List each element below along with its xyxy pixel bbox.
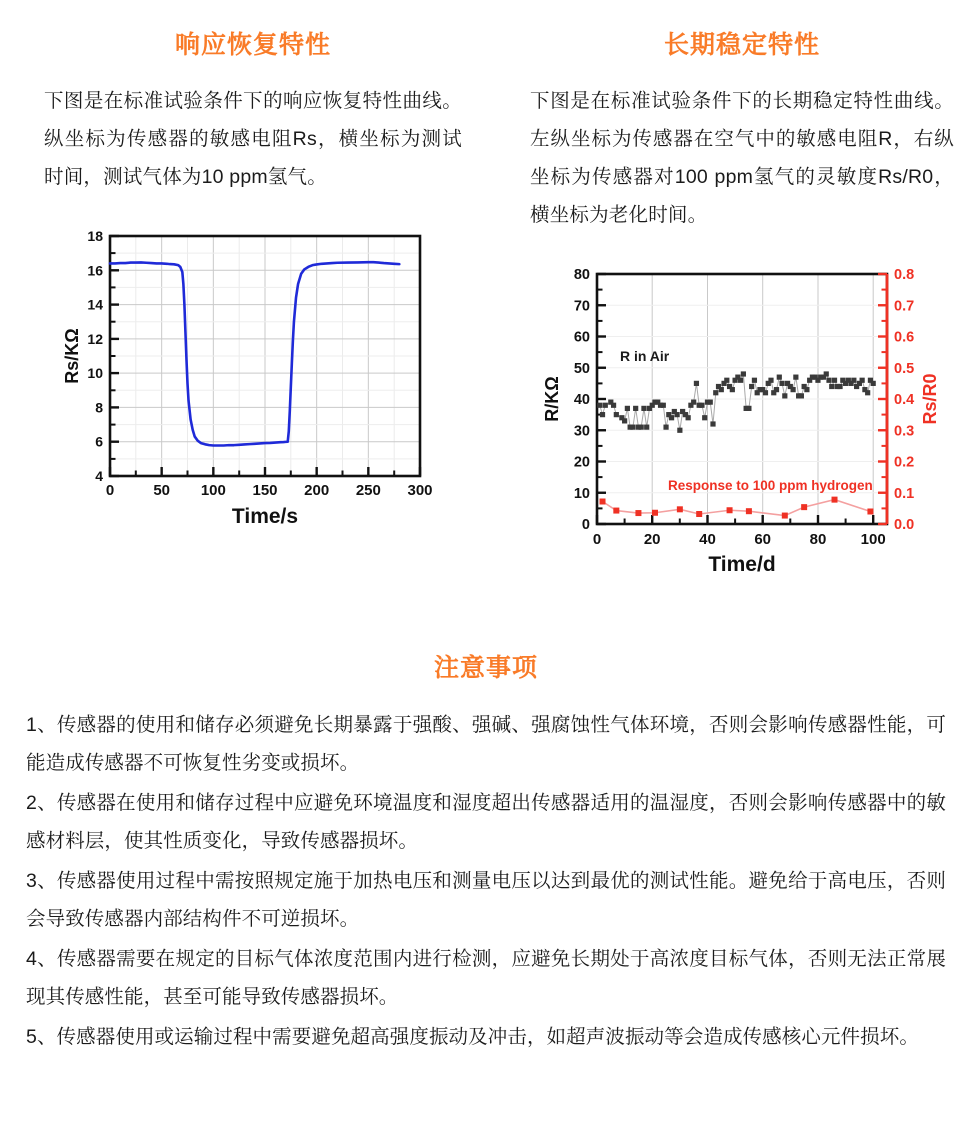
ytick-label-right: 0.8 (894, 267, 915, 284)
r-in-air-marker (730, 387, 735, 392)
r-in-air-marker (799, 393, 804, 398)
xtick-label: 50 (153, 482, 171, 500)
note-item: 5、传感器使用或运输过程中需要避免超高强度振动及冲击，如超声波振动等会造成传感核心元件损坏。 (26, 1026, 919, 1049)
hydrogen-response-marker (746, 508, 752, 514)
r-in-air-marker (777, 375, 782, 380)
r-in-air-marker (663, 425, 668, 430)
r-in-air-marker (782, 393, 787, 398)
ytick-label-right: 0.7 (894, 298, 915, 315)
column-long-term-stability (486, 30, 972, 576)
annotation-r-in-air: R in Air (620, 348, 670, 365)
ytick-label-left: 80 (573, 267, 590, 284)
r-in-air-marker (675, 412, 680, 417)
note-item: 2、传感器在使用和储存过程中应避免环境温度和湿度超出传感器适用的温湿度，否则会影响传感器中的敏感材料层，使其性质变化，导致传感器损坏。 (26, 792, 946, 853)
note-item: 3、传感器使用过程中需按照规定施于加热电压和测量电压以达到最优的测试性能。避免给于高电压，否则会导致传感器内部结构件不可逆损坏。 (26, 870, 946, 931)
xtick-label: 100 (860, 531, 886, 549)
y-axis-title: Rs/KΩ (62, 328, 82, 384)
notes-section (0, 648, 972, 1058)
ytick-label-left: 0 (581, 517, 590, 534)
x-axis-title: Time/d (708, 553, 776, 577)
r-in-air-marker (625, 406, 630, 411)
hydrogen-response-marker (696, 511, 702, 517)
xtick-label: 0 (105, 482, 115, 500)
column-response-recovery (0, 30, 486, 576)
annotation-hydrogen-response: Response to 100 ppm hydrogen (668, 478, 873, 494)
r-in-air-marker (752, 378, 757, 383)
hydrogen-response-marker (677, 506, 683, 512)
r-in-air-marker (713, 390, 718, 395)
r-in-air-marker (824, 371, 829, 376)
response-recovery-curve (110, 262, 399, 445)
xtick-label: 60 (754, 531, 772, 549)
r-in-air-marker (622, 418, 627, 423)
ytick-label-left: 70 (573, 298, 590, 315)
y-axis-title-right: Rs/R0 (920, 373, 940, 425)
r-in-air-marker (641, 406, 646, 411)
hydrogen-response-marker (832, 497, 838, 503)
x-axis-ticks (593, 515, 886, 548)
ytick-label-right: 0.0 (894, 517, 915, 534)
ytick-label: 10 (87, 365, 103, 382)
ytick-label-right: 0.2 (894, 454, 915, 471)
r-in-air-marker (694, 381, 699, 386)
r-in-air-marker (791, 387, 796, 392)
ytick-label-left: 10 (573, 485, 590, 502)
r-in-air-marker (741, 371, 746, 376)
r-in-air-marker (644, 425, 649, 430)
xtick-label: 200 (304, 482, 330, 500)
y-axis-title-left: R/KΩ (542, 376, 562, 422)
r-in-air-marker (746, 406, 751, 411)
ytick-label-right: 0.5 (894, 360, 915, 377)
r-in-air-marker (804, 387, 809, 392)
r-in-air-marker (600, 412, 605, 417)
x-axis-ticks (106, 467, 433, 499)
r-in-air-marker (677, 428, 682, 433)
r-in-air-marker (749, 384, 754, 389)
hydrogen-response-marker (801, 504, 807, 510)
right-y-axis-ticks (878, 267, 914, 533)
hydrogen-response-line (603, 500, 871, 516)
ytick-label-left: 40 (573, 392, 590, 409)
ytick-label: 6 (95, 433, 103, 450)
r-in-air-marker (832, 378, 837, 383)
notes-title: 注意事项 (433, 654, 538, 682)
x-axis-title: Time/s (231, 505, 299, 529)
r-in-air-marker (779, 381, 784, 386)
ytick-label-left: 20 (573, 454, 590, 471)
r-in-air-marker (738, 378, 743, 383)
xtick-label: 20 (643, 531, 661, 549)
r-in-air-marker (829, 384, 834, 389)
ytick-label-left: 30 (573, 423, 590, 440)
ytick-label-right: 0.3 (894, 423, 915, 440)
response-recovery-svg (50, 218, 450, 538)
r-in-air-marker (669, 415, 674, 420)
hydrogen-response-marker (635, 510, 641, 516)
ytick-label-right: 0.6 (894, 329, 915, 346)
hydrogen-response-marker (782, 513, 788, 519)
ytick-label-left: 60 (573, 329, 590, 346)
chart-long-term-stability (530, 256, 954, 576)
xtick-label: 80 (809, 531, 827, 549)
r-in-air-marker (702, 415, 707, 420)
note-item: 4、传感器需要在规定的目标气体浓度范围内进行检测，应避免长期处于高浓度目标气体，否则无法正常展现其传感性能，甚至可能导致传感器损坏。 (26, 948, 946, 1009)
ytick-label-right: 0.1 (894, 485, 915, 502)
hydrogen-response-marker (867, 509, 873, 515)
r-in-air-marker (724, 378, 729, 383)
r-in-air-marker (763, 390, 768, 395)
r-in-air-marker (865, 390, 870, 395)
r-in-air-marker (851, 378, 856, 383)
hydrogen-response-markers (600, 497, 874, 519)
long-term-stability-svg (532, 256, 952, 576)
r-in-air-marker (793, 375, 798, 380)
r-in-air-marker (719, 387, 724, 392)
xtick-label: 0 (592, 531, 602, 549)
xtick-label: 300 (407, 482, 433, 500)
r-in-air-marker (611, 403, 616, 408)
ytick-label: 18 (87, 228, 103, 245)
r-in-air-marker (774, 387, 779, 392)
r-in-air-marker (708, 400, 713, 405)
r-in-air-marker (837, 384, 842, 389)
r-in-air-marker (614, 412, 619, 417)
plot-grid (110, 236, 420, 476)
xtick-label: 40 (699, 531, 716, 549)
r-in-air-markers (597, 371, 876, 432)
xtick-label: 100 (200, 482, 226, 500)
r-in-air-marker (710, 421, 715, 426)
r-in-air-marker (826, 378, 831, 383)
chart-response-recovery (38, 218, 462, 538)
ytick-label: 16 (87, 262, 103, 279)
y-axis-ticks (87, 228, 119, 484)
section-title-response-recovery: 响应恢复特性 (174, 31, 331, 59)
ytick-label: 8 (95, 399, 103, 416)
note-item: 1、传感器的使用和储存必须避免长期暴露于强酸、强碱、强腐蚀性气体环境，否则会影响传感器性能，可能造成传感器不可恢复性劣变或损坏。 (26, 714, 946, 775)
xtick-label: 150 (252, 482, 278, 500)
r-in-air-marker (686, 415, 691, 420)
hydrogen-response-marker (727, 507, 733, 513)
r-in-air-marker (768, 378, 773, 383)
r-in-air-marker (633, 406, 638, 411)
ytick-label: 4 (95, 468, 103, 485)
r-in-air-marker (661, 403, 666, 408)
r-in-air-marker (603, 403, 608, 408)
r-in-air-marker (691, 400, 696, 405)
section-body-response-recovery: 下图是在标准试验条件下的响应恢复特性曲线。纵坐标为传感器的敏感电阻Rs，横坐标为测试时间，测试气体为10 ppm氢气。 (44, 90, 462, 189)
section-title-long-term-stability: 长期稳定特性 (663, 31, 820, 59)
r-in-air-marker (699, 403, 704, 408)
left-y-axis-ticks (574, 267, 606, 533)
ytick-label-left: 50 (573, 360, 590, 377)
hydrogen-response-marker (600, 499, 606, 505)
r-in-air-marker (871, 381, 876, 386)
r-in-air-marker (597, 403, 602, 408)
r-in-air-marker (639, 425, 644, 430)
ytick-label: 14 (87, 296, 103, 313)
hydrogen-response-marker (613, 508, 619, 514)
r-in-air-marker (630, 425, 635, 430)
hydrogen-response-marker (652, 510, 658, 516)
xtick-label: 250 (355, 482, 381, 500)
section-body-long-term-stability: 下图是在标准试验条件下的长期稳定特性曲线。左纵坐标为传感器在空气中的敏感电阻R，右纵坐标为传感器对100 ppm氢气的灵敏度Rs/R0，横坐标为老化时间。 (530, 90, 954, 227)
r-in-air-marker (860, 378, 865, 383)
ytick-label-right: 0.4 (894, 392, 915, 409)
ytick-label: 12 (87, 330, 103, 347)
